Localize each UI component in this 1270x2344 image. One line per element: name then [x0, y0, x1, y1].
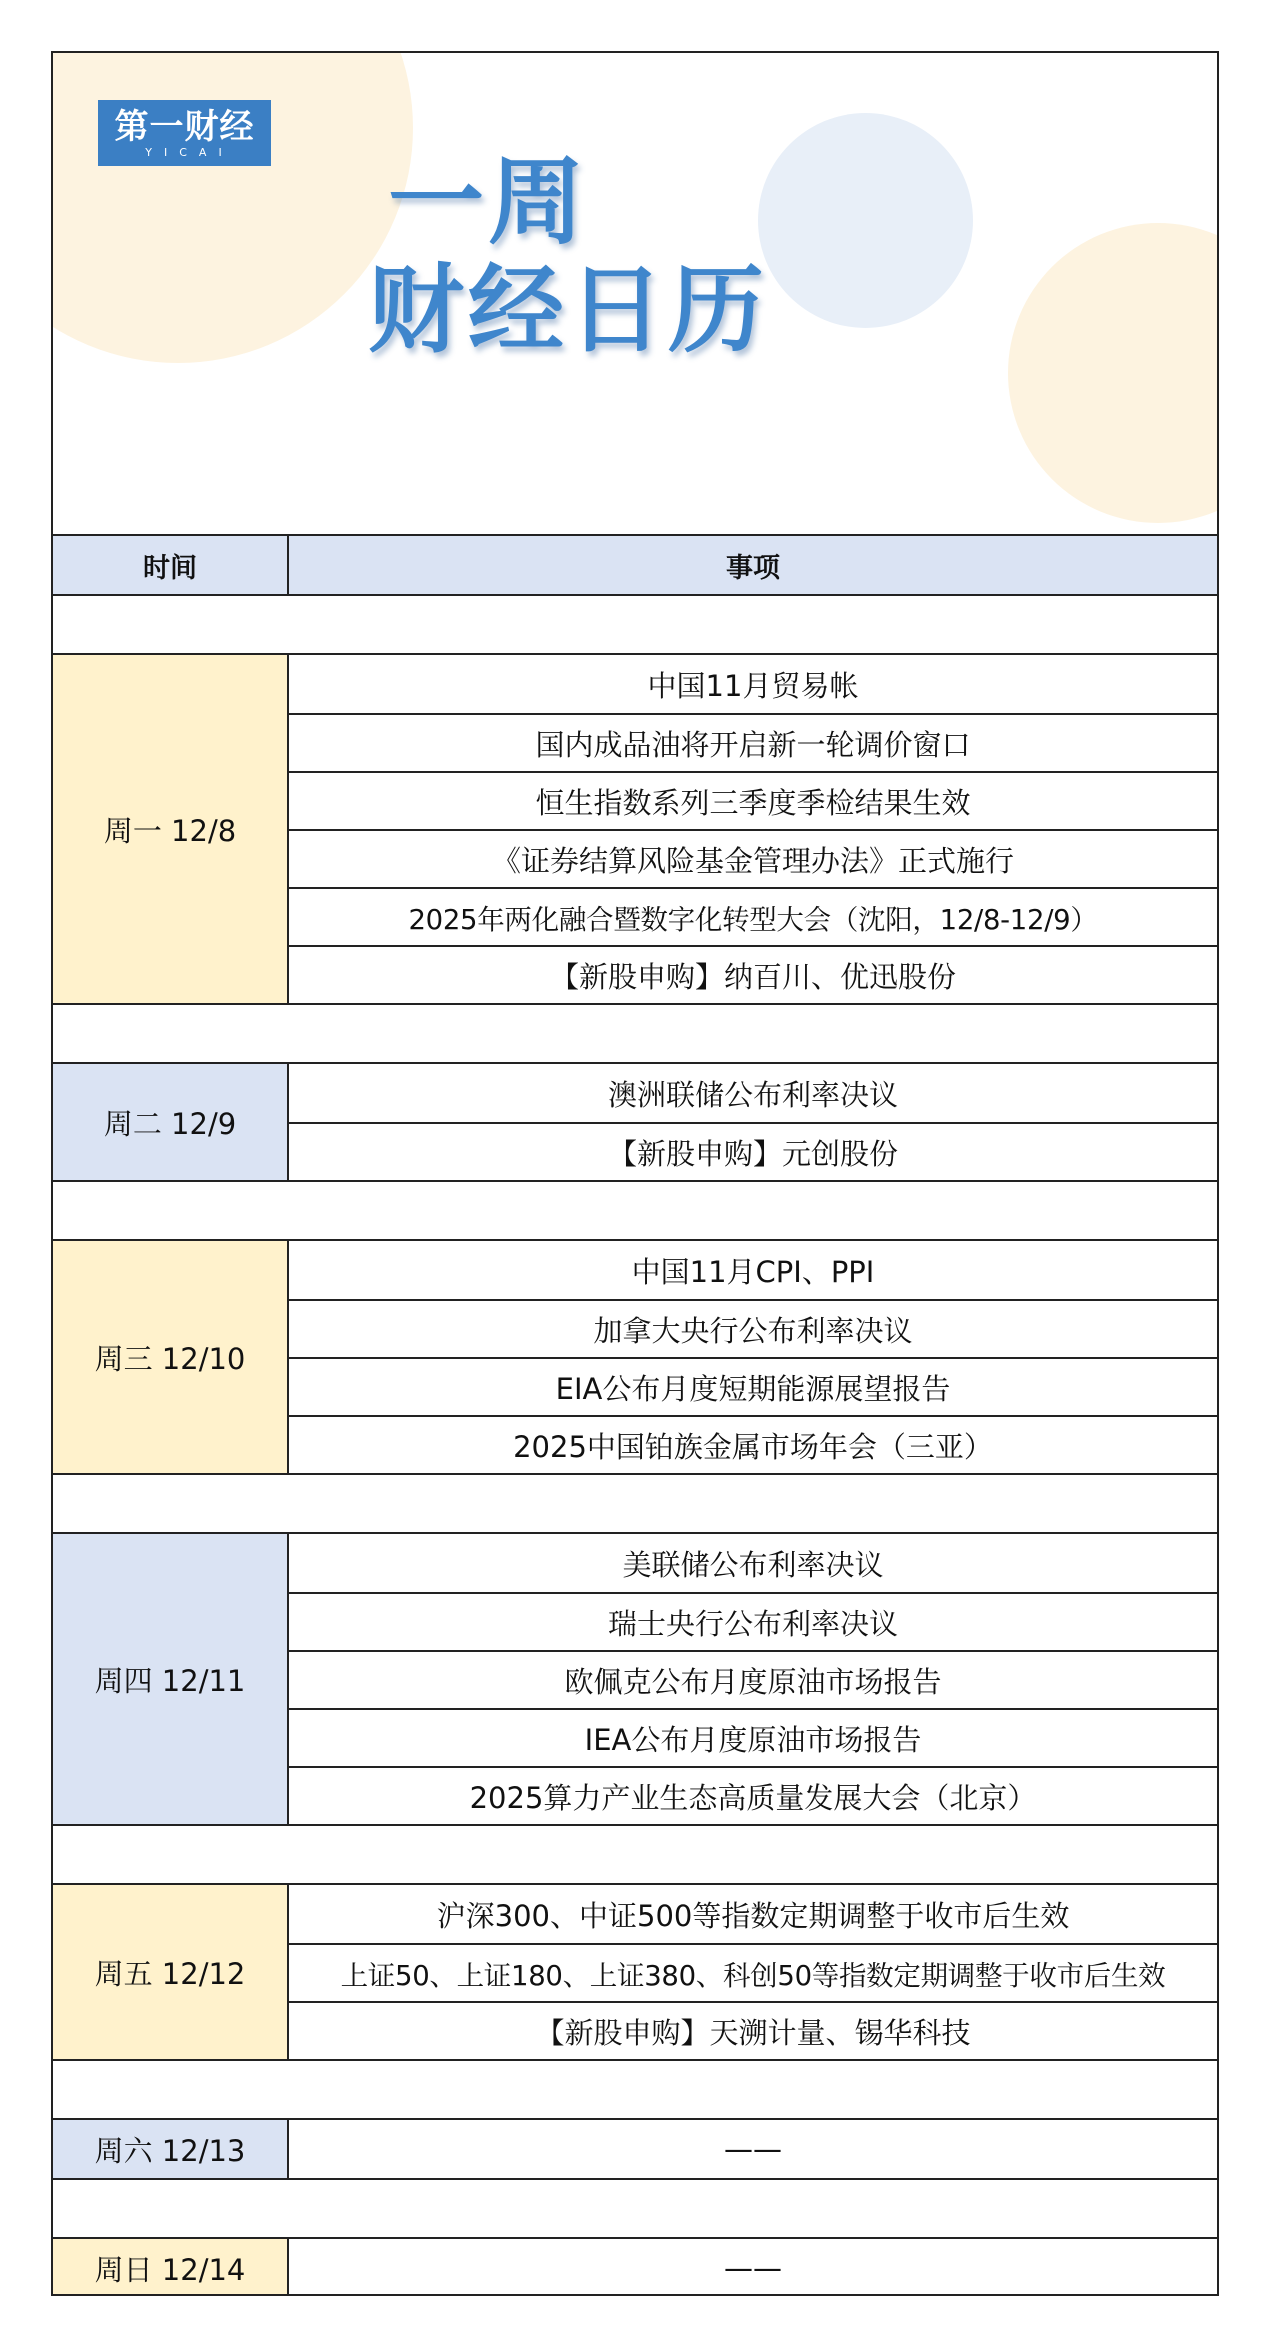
header-time: 时间 — [53, 536, 289, 594]
day-group — [53, 1883, 1217, 2059]
day-group — [53, 653, 1217, 1003]
event-item: —— — [724, 2251, 782, 2285]
event-list — [289, 655, 1217, 1003]
logo-text: 第一财经 — [114, 106, 255, 147]
event-item: 2025中国铂族金属市场年会（三亚） — [289, 1415, 1217, 1473]
event-item: 上证50、上证180、上证380、科创50等指数定期调整于收市后生效 — [289, 1943, 1217, 2001]
spacer-row — [53, 2059, 1217, 2118]
decor-circle — [1008, 223, 1217, 523]
spacer-row — [53, 1473, 1217, 1532]
event-list — [289, 1885, 1217, 2059]
event-item: EIA公布月度短期能源展望报告 — [289, 1357, 1217, 1415]
event-item: IEA公布月度原油市场报告 — [289, 1708, 1217, 1766]
day-label: 周四 12/11 — [53, 1534, 289, 1824]
table-body — [53, 594, 1217, 2296]
event-item: 《证券结算风险基金管理办法》正式施行 — [289, 829, 1217, 887]
event-item: 沪深300、中证500等指数定期调整于收市后生效 — [436, 1898, 1070, 1933]
event-item: 【新股申购】元创股份 — [289, 1122, 1217, 1180]
event-item: 欧佩克公布月度原油市场报告 — [289, 1650, 1217, 1708]
event-item: 中国11月贸易帐 — [647, 668, 859, 703]
event-list — [289, 2239, 1217, 2296]
calendar-frame — [51, 51, 1219, 2296]
event-list — [289, 1241, 1217, 1473]
event-item: 恒生指数系列三季度季检结果生效 — [289, 771, 1217, 829]
page-title — [368, 146, 768, 366]
header-item: 事项 — [726, 552, 780, 584]
day-group — [53, 2118, 1217, 2178]
event-item: 澳洲联储公布利率决议 — [607, 1077, 898, 1112]
day-label: 周日 12/14 — [53, 2239, 289, 2296]
event-item: 2025年两化融合暨数字化转型大会（沈阳，12/8-12/9） — [289, 887, 1217, 945]
event-item: 美联储公布利率决议 — [622, 1547, 884, 1582]
banner — [53, 53, 1217, 534]
event-item: —— — [724, 2132, 782, 2166]
day-group — [53, 2237, 1217, 2296]
event-list — [289, 2120, 1217, 2178]
day-label: 周一 12/8 — [53, 655, 289, 1003]
yicai-logo — [98, 100, 271, 166]
event-item: 中国11月CPI、PPI — [631, 1254, 875, 1289]
title-line-1: 一周 — [388, 146, 588, 258]
title-line-2: 财经日历 — [368, 254, 768, 366]
spacer-row — [53, 1003, 1217, 1062]
day-label: 周六 12/13 — [53, 2120, 289, 2178]
logo-subtext: YICAI — [145, 145, 234, 159]
table-header — [53, 534, 1217, 594]
event-list — [289, 1064, 1217, 1180]
day-group — [53, 1239, 1217, 1473]
day-group — [53, 1062, 1217, 1180]
event-item: 2025算力产业生态高质量发展大会（北京） — [289, 1766, 1217, 1824]
day-label: 周二 12/9 — [53, 1064, 289, 1180]
day-label: 周五 12/12 — [53, 1885, 289, 2059]
day-group — [53, 1532, 1217, 1824]
spacer-row — [53, 1180, 1217, 1239]
calendar-table — [53, 534, 1217, 2296]
spacer-row — [53, 2178, 1217, 2237]
event-item: 瑞士央行公布利率决议 — [289, 1592, 1217, 1650]
spacer-row — [53, 1824, 1217, 1883]
event-item: 加拿大央行公布利率决议 — [289, 1299, 1217, 1357]
event-item: 【新股申购】天溯计量、锡华科技 — [289, 2001, 1217, 2059]
event-item: 国内成品油将开启新一轮调价窗口 — [289, 713, 1217, 771]
decor-circle — [758, 113, 973, 328]
event-item: 【新股申购】纳百川、优迅股份 — [289, 945, 1217, 1003]
spacer-row — [53, 594, 1217, 653]
day-label: 周三 12/10 — [53, 1241, 289, 1473]
event-list — [289, 1534, 1217, 1824]
